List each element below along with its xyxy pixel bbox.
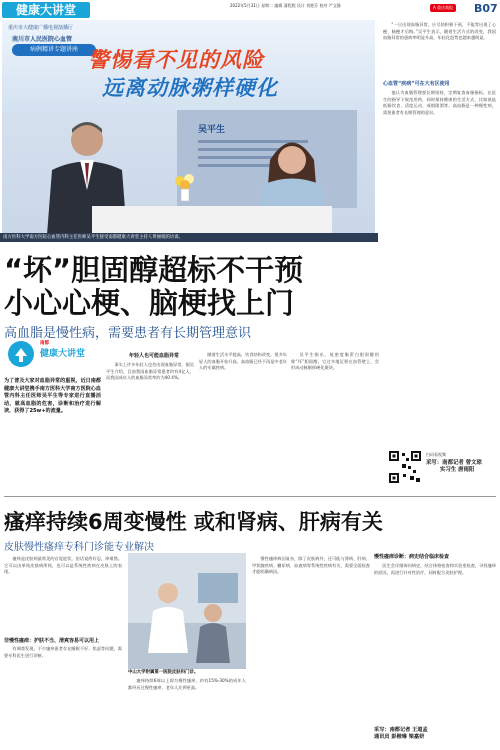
header-date: 2022年5月31日 星期二 编辑 蒲程熙 设计 刘艳芬 校对 严文静: [230, 3, 341, 8]
article-column-c: [291, 352, 379, 474]
article-paragraph: 事实上许多年轻人也会出现血脂异常，据吴平生介绍，目前我国血脂异常患者约有4亿人，而我国成年人的血脂异常率约为40.4%。: [106, 362, 194, 381]
article2-paragraph: 瘙痒持续6周以上即为慢性瘙痒，约有15%-30%的成年人都经历过慢性瘙痒，老年人比例更高。: [128, 678, 246, 690]
clinic-scene: [128, 553, 246, 669]
desk: [92, 206, 332, 233]
brand-name: 健康大讲堂: [40, 349, 86, 359]
article2-column-d: [374, 563, 496, 723]
reporter-credit: [426, 460, 482, 474]
section-divider: [4, 496, 496, 497]
interview-photo: [2, 20, 375, 233]
clinic-photo-caption: 中山大学附属第一医院皮肤科门诊。: [128, 670, 199, 675]
headline-2: 瘙痒持续6周变慢性 或和肾病、肝病有关: [4, 510, 383, 534]
headline-subtitle: 高血脂是慢性病，需要患者有长期管理意识: [4, 326, 252, 341]
article2-paragraph: 慢性瘙痒病因复杂，除了皮肤病外，还可能与肾病、肝病、甲状腺疾病、糖尿病、血液病等系统性疾病有关，需要全面检查才能明确病因。: [252, 556, 370, 575]
right-column-paragraph-2: 他认为血脂管理要长期坚持，定期复查血脂指标，在医生的指导下规范用药，同时保持健康的生活方式，比如低盐低脂饮食、适度运动、戒烟限酒等。高血脂是一种慢性病，需要患者有长期管理的意识。: [383, 90, 496, 115]
article-column-a: [106, 362, 194, 474]
right-column-text-1: [383, 22, 496, 78]
brand-tag: 南都: [40, 341, 49, 346]
section-logo: 健康大讲堂: [2, 2, 90, 18]
banner-sub2: 病例精讲专题讲座: [12, 44, 96, 56]
banner-title-1: 警惕看不见的风险: [88, 48, 264, 72]
article2-paragraph: 医生会详细询问病史，结合体格检查和实验室检查，寻找瘙痒的原因，再进行针对性治疗，同时配合皮肤护理。: [374, 563, 496, 575]
article-paragraph: 随着生活水平提高，饮食结构改变，很多年轻人的血脂开始升高，高血脂已经不再是中老年人的专属疾病。: [199, 352, 287, 371]
reporter2-line-1: 采写：南都记者 王道孟: [374, 727, 428, 733]
photo-caption: 南方医科大学南方医院心血管内科主任医师吴平生接受南都健康大讲堂主持人黄丽娟的访谈。: [0, 233, 378, 242]
article2-subheading: 非慢性瘙痒：护肤不当、清爽容易可以用上: [4, 638, 100, 644]
headline-line-2: 小心心梗、脑梗找上门: [4, 286, 295, 320]
newspaper-badge: A 重庆商报: [430, 4, 456, 12]
headline-2-subtitle: 皮肤慢性瘙痒专科门诊能专业解决: [4, 542, 154, 553]
article2-paragraph: 有调查发现，不少瘙痒患者存在睡眠不好、焦虑等问题，需要专科医生进行诊断。: [4, 646, 122, 658]
banner-sub1: 南川市人民医院心血管: [12, 36, 73, 43]
banner-top-text: 重庆市大健康广播电视演播厅: [8, 25, 74, 31]
qr-code-icon[interactable]: [388, 450, 422, 484]
article-paragraph: 吴平生指出，低密度脂蛋白胆固醇俗称“坏”胆固醇，它过多地沉积在血管壁上，会形成动脉粥样硬化斑块。: [291, 352, 379, 371]
flower-vase: [170, 172, 200, 202]
reporter-line-2: 实习生 唐雨阳: [440, 467, 475, 473]
brand-logo-icon: [6, 339, 36, 369]
banner-title-2: 远离动脉粥样硬化: [102, 76, 278, 100]
right-column-text-2: [383, 90, 496, 270]
headline-line-1: “坏”胆固醇超标不干预: [4, 253, 304, 287]
article2-column-b: [128, 678, 246, 746]
intro-text: 为了普及大家对血脂异常的重视，近日南都健康大讲堂携手南方医科大学南方医院心血管内科主任医师吴平生等专家进行直播活动，就高血脂的危害，诊断和治疗进行解读，获得了25w+的流量。: [4, 378, 101, 415]
article2-subheading-2: 慢性瘙痒诊断：病史结合临床检查: [374, 554, 450, 560]
qr-label: 扫码看视频: [426, 452, 446, 457]
photo-banner: [2, 20, 375, 112]
right-column-paragraph: “一旦出现血脂异常，应尽快积极干预，不能等出现了心梗、脑梗才后悔。”吴平生表示，随着生活方式的改变，我国血脂异常的患病率明显升高，年轻化趋势也越来越明显。: [383, 22, 496, 41]
clinic-photo: [128, 553, 246, 669]
article2-column-c: [252, 556, 370, 746]
right-column-subheading: 心血管“疾病”可在大有区使用: [383, 81, 450, 87]
reporter2-line-2: 通讯员 彭楷琳 梁嘉妍: [374, 734, 425, 740]
masthead: [0, 0, 500, 20]
page-number: B07: [474, 2, 498, 15]
article2-column-a2: [4, 646, 122, 746]
backdrop-name: 吴平生: [198, 125, 226, 135]
reporter-line-1: 采写：南都记者 曾文琼: [426, 460, 482, 466]
article-subheading: 年轻人也可能血脂异常: [129, 353, 180, 359]
reporter-credit-2: [374, 727, 428, 741]
article2-column-a: [4, 556, 122, 636]
article2-paragraph: 瘙痒是皮肤病最常见的自觉症状，俗话说疼好忍，痒难熬。它可以由单纯皮肤病所致，也可以是系统性疾病在皮肤上的表现。: [4, 556, 122, 575]
article-column-b: [199, 352, 287, 474]
